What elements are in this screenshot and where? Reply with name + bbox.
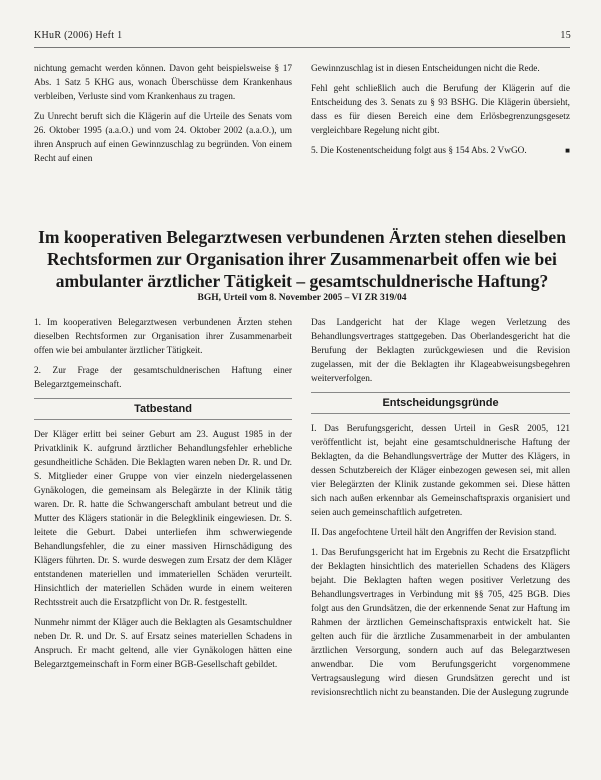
paragraph: II. Das angefochtene Urteil hält den Angriffen der Revision stand. bbox=[311, 528, 557, 538]
title-line: ambulanter ärztlicher Tätigkeit – gesamtschuldnerische Haftung? bbox=[55, 271, 549, 291]
page-number: 15 bbox=[560, 30, 571, 41]
paragraph bbox=[311, 144, 570, 158]
paragraph: Nunmehr nimmt der Kläger auch die Beklagten als Gesamtschuldner neben Dr. R. und Dr. S. auf Ersatz seines materiellen Schadens in Anspruch. Er macht geltend, alle vier Gynäkologen hätten eine Belegarztgemeinschaft in Form einer BGB-Gesellschaft gebildet. bbox=[34, 618, 292, 670]
paragraph: nichtung gemacht werden können. Davon geht beispielsweise § 17 Abs. 1 Satz 5 KHG aus, wonach Überschüsse dem Krankenhaus verbleiben, Verluste sind vom Krankenhaus zu tragen. bbox=[34, 64, 292, 102]
top-right-column bbox=[311, 62, 570, 164]
paragraph: Das Landgericht hat der Klage wegen Verletzung des Behandlungsvertrages stattgegeben. Das Oberlandesgericht hat die Berufung der Beklagten zurückgewiesen und die Revision zugelassen, mit der die Beklagten ihr Klageabweisungsbegehren weiterverfolgen. bbox=[311, 318, 570, 384]
court-citation: BGH, Urteil vom 8. November 2005 – VI ZR 319/04 bbox=[197, 293, 407, 303]
end-mark-icon: ■ bbox=[565, 146, 570, 155]
title-line: Rechtsformen zur Organisation ihrer Zusammenarbeit offen wie bei bbox=[47, 249, 557, 269]
article-left-column bbox=[34, 316, 292, 678]
paragraph-text: 5. Die Kostenentscheidung folgt aus § 154 Abs. 2 VwGO. bbox=[311, 146, 527, 156]
leitsatz: 1. Im kooperativen Belegarztwesen verbundenen Ärzten stehen dieselben Rechtsformen zur Organisation ihrer Zusammenarbeit offen wie bei ambulanter ärztlicher Tätigkeit. bbox=[34, 318, 292, 356]
section-heading-entscheidungsgruende: Entscheidungsgründe bbox=[311, 392, 570, 414]
paragraph: Fehl geht schließlich auch die Berufung der Klägerin auf die Entscheidung des 3. Senats zu § 93 BSHG. Die Klägerin übersieht, dass es für diesen Bereich eine dem Erlösbegrenzungsgesetz vergleichbare Regelung nicht gibt. bbox=[311, 84, 570, 136]
section-heading-tatbestand: Tatbestand bbox=[34, 398, 292, 420]
top-left-column bbox=[34, 62, 292, 172]
header-rule bbox=[34, 47, 570, 48]
paragraph: 1. Das Berufungsgericht hat im Ergebnis zu Recht die Ersatzpflicht der Beklagten hinsichtlich des materiellen Schadens des Klägers bejaht. Die Beklagten haften wegen positiver Verletzung des Behandlungsvertrages in Verbindung mit §§ 705, 425 BGB. Dies folgt aus den Grundsätzen, die der erkennende Senat zur Haftung im Rahmen der ärztlichen Gemeinschaftspraxis entwickelt hat. Sie gelten auch für die ärztliche Zusammenarbeit in der ambulanten ärztlichen Versorgung, sondern auch auf das Belegarztwesen anwendbar. Die vom Berufungsgericht vorgenommene Vertragsauslegung wird diesen Grundsätzen gerecht und ist revisionsrechtlich nicht zu beanstanden. Die der Auslegung zugrunde bbox=[311, 548, 570, 698]
leitsatz: 2. Zur Frage der gesamtschuldnerischen Haftung einer Belegarztgemeinschaft. bbox=[34, 366, 292, 390]
paragraph: I. Das Berufungsgericht, dessen Urteil in GesR 2005, 121 veröffentlicht ist, bejaht eine gesamtschuldnerische Haftung der Beklagten, da die Behandlungsverträge der Mutter des Klägers, in dessen Schutzbereich der Kläger einbezogen gewesen sei, mit allen vier Belegärzten der Klinik zustande gekommen sei. Diese hätten sich nach außen erkennbar als Gemeinschaftspraxis organisiert und seien auch gemeinschaftlich aufgetreten. bbox=[311, 424, 570, 518]
journal-header: KHuR (2006) Heft 1 bbox=[34, 30, 123, 41]
article-right-column bbox=[311, 316, 570, 706]
title-line: Im kooperativen Belegarztwesen verbundenen Ärzten stehen dieselben bbox=[38, 227, 566, 247]
paragraph: Gewinnzuschlag ist in diesen Entscheidungen nicht die Rede. bbox=[311, 64, 540, 74]
article-title bbox=[34, 226, 570, 292]
paragraph: Zu Unrecht beruft sich die Klägerin auf die Urteile des Senats vom 26. Oktober 1995 (a.a.O.) und vom 24. Oktober 2002 (a.a.O.), um ihren Anspruch auf einen Gewinnzuschlag zu begründen. Von einem Recht auf einen bbox=[34, 112, 292, 164]
paragraph: Der Kläger erlitt bei seiner Geburt am 23. August 1985 in der Privatklinik K. aufgrund ärztlicher Behandlungsfehler erhebliche gesundheitliche Schäden. Die Beklagten waren neben Dr. R. und Dr. S. Mitglieder einer Gruppe von vier einzeln niedergelassenen Gynäkologen, die gemeinsam als Belegärzte in der Klinik tätig waren. Dr. R. hatte die Schwangerschaft ambulant betreut und die Mutter des Klägers stationär in die Belegklinik eingewiesen. Dr. S. leitete die Geburt. Dabei unterliefen ihm schwerwiegende Behandlungsfehler, die zu einer massiven Hirnschädigung des Klägers führten. Dr. S. wurde deswegen zum Ersatz der dem Kläger entstandenen materiellen und immateriellen Schäden verurteilt. Hinsichtlich der materiellen Schäden wurde in einem weiteren Rechtsstreit auch die Ersatzpflicht von Dr. R. festgestellt. bbox=[34, 430, 292, 608]
